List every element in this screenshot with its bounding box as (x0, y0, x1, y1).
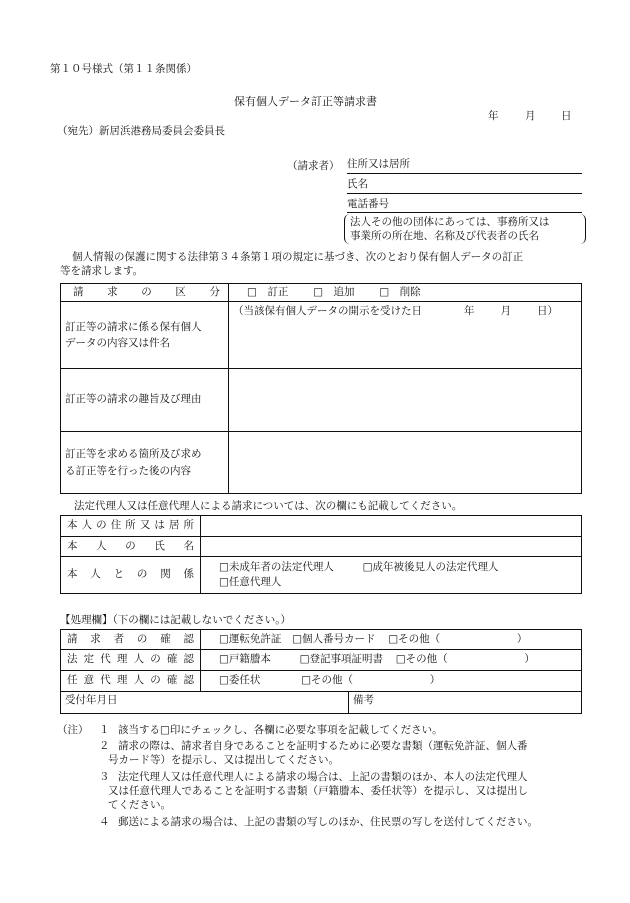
verify-other-checkbox[interactable]: □その他（ (388, 632, 441, 645)
verify-other3-checkbox[interactable]: □その他（ (301, 674, 354, 687)
principal-name-row (61, 537, 582, 557)
date-year-label: 年 (488, 110, 499, 122)
note-4-text: 郵送による請求の場合は、上記の書類の写しのほか、住民票の写しを送付してください。 (118, 816, 538, 828)
intro-line2: 等を請求します。 (60, 265, 144, 277)
target-data-row (61, 302, 582, 369)
remarks-field[interactable] (349, 692, 582, 714)
principal-address-row (61, 516, 582, 537)
reason-field[interactable] (229, 369, 582, 432)
request-type-row (61, 284, 582, 302)
requester-name-label: 氏名 (347, 178, 368, 190)
option-correct-checkbox[interactable]: □ 訂正 (247, 285, 289, 298)
legal-agent-verify-label: 法 定 代 理 人 の 確 認 (61, 650, 201, 671)
legal-agent-verify-options (201, 650, 582, 671)
verify-other3-close: ） (429, 674, 441, 687)
agent-note: 法定代理人又は任意代理人による請求については、次の欄にも記載してください。 (74, 500, 463, 512)
requester-name-field[interactable] (347, 178, 582, 194)
received-row (61, 692, 582, 714)
reason-row (61, 369, 582, 432)
date-day-label: 日 (561, 110, 572, 122)
verify-koseki-checkbox[interactable]: □戸籍謄本 (219, 653, 271, 666)
corp-note-line1: 法人その他の団体にあっては、事務所又は (350, 216, 550, 228)
note-3-text-line3: てください。 (108, 799, 171, 811)
disclosure-day: 日） (537, 305, 558, 317)
correction-place-row (61, 432, 582, 494)
note-1-num: １ (99, 724, 110, 736)
note-2-text-line2: 号カード等）を提示し、又は提出してください。 (108, 754, 339, 766)
reason-label: 訂正等の請求の趣旨及び理由 (61, 369, 229, 432)
processing-header: 【処理欄】（下の欄には記載しないでください。） (60, 614, 291, 626)
relation-options (201, 557, 582, 594)
remarks-label: 備考 (353, 694, 374, 706)
correction-place-field[interactable] (229, 432, 582, 494)
disclosure-month: 月 (500, 305, 511, 317)
note-2-num: ２ (99, 740, 110, 752)
disclosure-date-note: （当該保有個人データの開示を受けた日 (233, 305, 422, 317)
target-data-label: 訂正等の請求に係る保有個人 データの内容又は件名 (61, 302, 229, 369)
request-type-label: 請 求 の 区 分 (61, 284, 229, 302)
agent-table (60, 515, 582, 594)
requester-label: （請求者） (287, 160, 340, 172)
relation-ward-checkbox[interactable]: □成年被後見人の法定代理人 (362, 560, 499, 573)
verify-other2-close: ） (524, 653, 535, 666)
correction-place-label: 訂正等を求める箇所及び求め る訂正等を行った後の内容 (61, 432, 229, 494)
form-number: 第１０号様式（第１１条関係） (50, 63, 197, 75)
note-2-text-line1: 請求の際は、請求者自身であることを証明するために必要な書類（運転免許証、個人番 (118, 740, 528, 752)
requester-phone-label: 電話番号 (347, 198, 389, 210)
document-title: 保有個人データ訂正等請求書 (234, 95, 377, 108)
verify-proxy-checkbox[interactable]: □委任状 (219, 674, 261, 687)
requester-phone-field[interactable] (347, 198, 582, 213)
principal-address-label: 本 人 の 住 所 又 は 居 所 (61, 516, 201, 537)
request-type-options (229, 284, 582, 302)
principal-address-field[interactable] (201, 516, 582, 537)
note-3-num: ３ (99, 771, 110, 783)
addressee: （宛先）新居浜港務局委員会委員長 (57, 125, 225, 137)
note-3-text-line1: 法定代理人又は任意代理人による請求の場合は、上記の書類のほか、本人の法定代理人 (118, 771, 528, 783)
note-4-num: ４ (99, 816, 110, 828)
verify-mynumber-checkbox[interactable]: □個人番号カード (292, 632, 376, 645)
note-3-text-line2: 又は任意代理人であることを証明する書類（戸籍謄本、委任状等）を提示し、又は提出し (108, 785, 528, 797)
voluntary-agent-verify-row (61, 671, 582, 692)
principal-name-label: 本 人 の 氏 名 (61, 537, 201, 557)
processing-table (60, 629, 582, 714)
option-add-checkbox[interactable]: □ 追加 (313, 285, 355, 298)
requester-address-label: 住所又は居所 (347, 158, 410, 170)
voluntary-agent-verify-label: 任 意 代 理 人 の 確 認 (61, 671, 201, 692)
verify-other-close: ） (516, 632, 528, 645)
target-data-field[interactable] (229, 302, 582, 369)
note-1-text: 該当する□印にチェックし、各欄に必要な事項を記載してください。 (118, 724, 443, 736)
verify-registry-checkbox[interactable]: □登記事項証明書 (299, 653, 384, 666)
requester-verify-options (201, 630, 582, 650)
verify-license-checkbox[interactable]: □運転免許証 (219, 632, 282, 645)
principal-name-field[interactable] (201, 537, 582, 557)
intro-line1: 個人情報の保護に関する法律第３４条第１項の規定に基づき、次のとおり保有個人データの訂正 (72, 251, 524, 263)
option-delete-checkbox[interactable]: □ 削除 (379, 285, 421, 298)
requester-verify-row (61, 630, 582, 650)
request-table (60, 283, 582, 494)
requester-verify-label: 請 求 者 の 確 認 (61, 630, 201, 650)
corp-note-line2: 事業所の所在地、名称及び代表者の氏名 (350, 230, 539, 242)
received-date-field[interactable] (61, 692, 349, 714)
voluntary-agent-verify-options (201, 671, 582, 692)
requester-address-field[interactable] (347, 158, 582, 174)
received-date-label: 受付年月日 (65, 694, 118, 706)
relation-row (61, 557, 582, 594)
relation-minor-checkbox[interactable]: □未成年者の法定代理人 (219, 560, 334, 573)
date-month-label: 月 (525, 110, 536, 122)
notes-prefix: （注） (57, 724, 89, 736)
legal-agent-verify-row (61, 650, 582, 671)
disclosure-year: 年 (464, 305, 475, 317)
verify-other2-checkbox[interactable]: □その他（ (395, 653, 448, 666)
relation-label: 本 人 と の 関 係 (61, 557, 201, 594)
relation-voluntary-checkbox[interactable]: □任意代理人 (219, 576, 282, 588)
